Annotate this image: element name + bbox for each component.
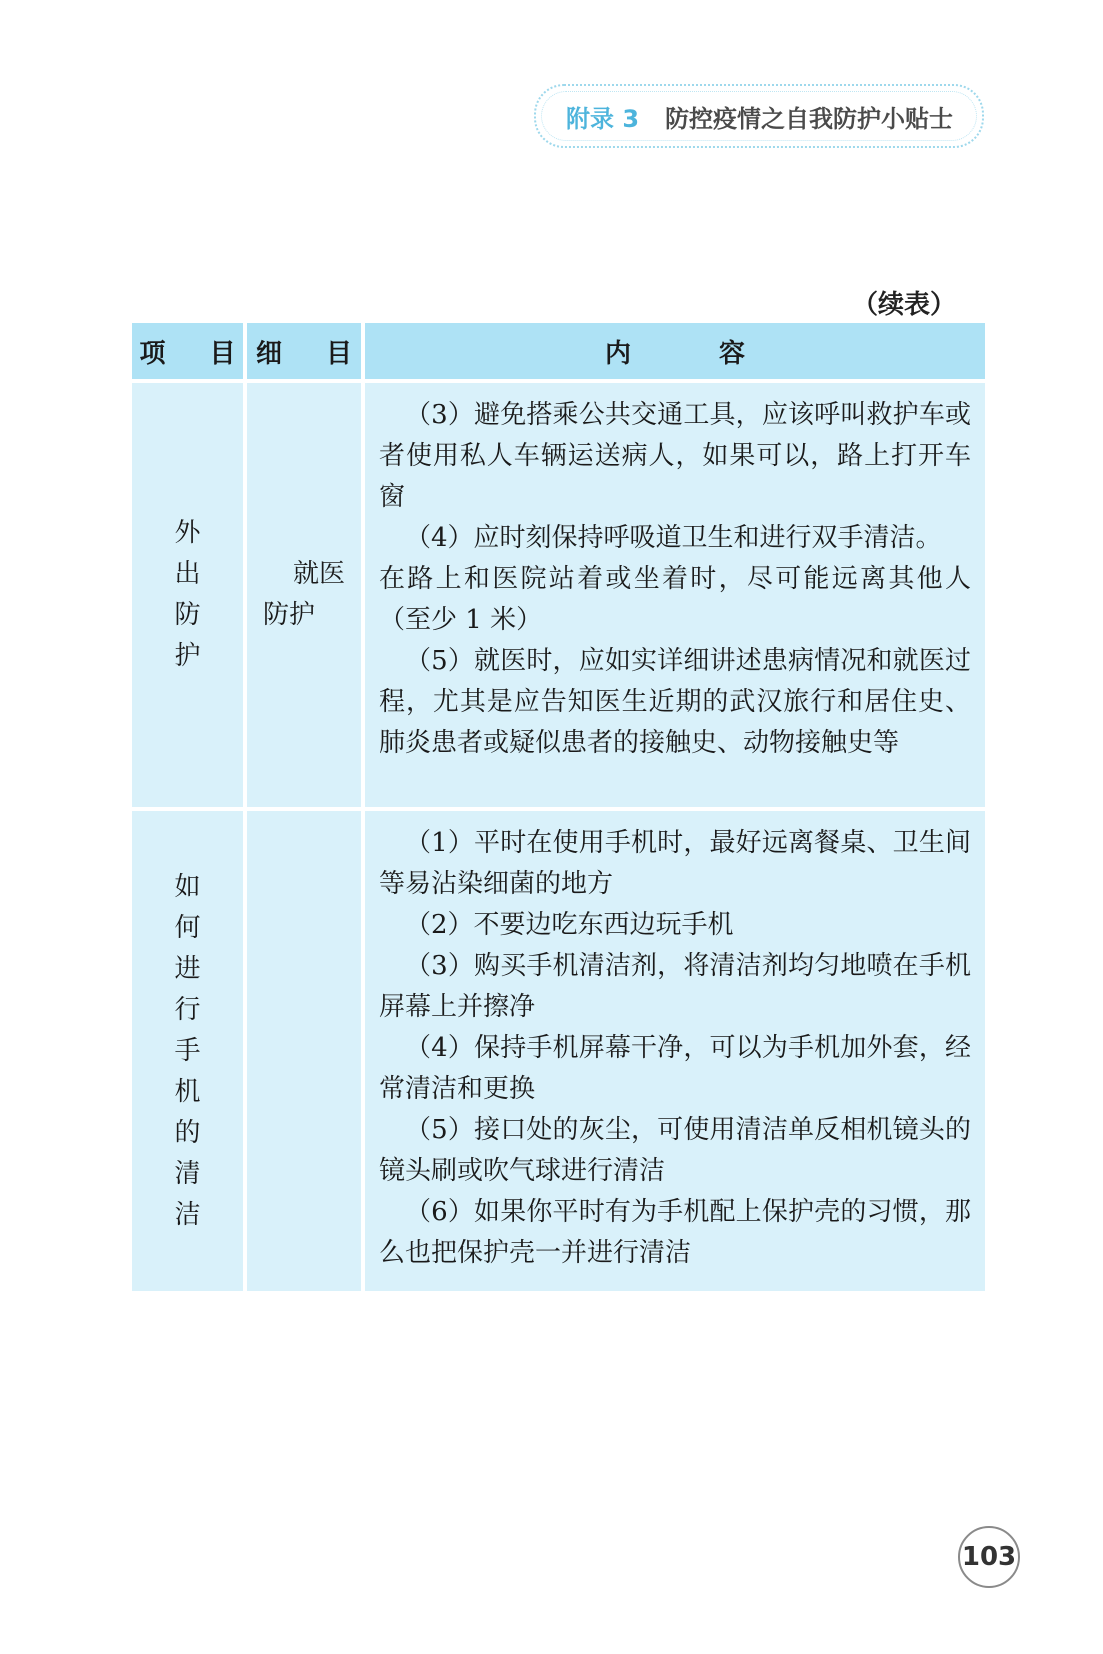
header-sub-item-char-2: 目 [326, 338, 353, 369]
page-number: 103 [958, 1526, 1020, 1588]
appendix-header-badge [534, 84, 984, 148]
sub-item-label [263, 554, 345, 636]
item-char: 的 [174, 1117, 201, 1148]
table-row [132, 811, 985, 1291]
content-paragraph: （2）不要边吃东西边玩手机 [405, 910, 734, 940]
header-item [132, 323, 247, 383]
content-cell [365, 811, 985, 1291]
item-char: 行 [174, 994, 201, 1025]
content-paragraph: （5）接口处的灰尘，可使用清洁单反相机镜头的镜头刷或吹气球进行清洁 [379, 1115, 971, 1186]
sub-item-line-1: 就医 [292, 559, 345, 589]
content-paragraph: （3）避免搭乘公共交通工具，应该呼叫救护车或者使用私人车辆运送病人，如果可以，路上打开车窗 [379, 400, 971, 512]
sub-item-cell [247, 383, 365, 811]
header-content [365, 323, 985, 383]
item-label-vertical [132, 383, 243, 807]
content-paragraph: （4）保持手机屏幕干净，可以为手机加外套，经常清洁和更换 [379, 1033, 971, 1104]
item-char: 清 [174, 1158, 201, 1189]
item-char: 防 [174, 600, 201, 630]
item-char: 进 [174, 953, 201, 984]
content-paragraph: （3）购买手机清洁剂，将清洁剂均匀地喷在手机屏幕上并擦净 [379, 951, 971, 1022]
content-paragraph: 在路上和医院站着或坐着时，尽可能远离其他人（至少 1 米） [379, 564, 971, 635]
content-paragraph: （6）如果你平时有为手机配上保护壳的习惯，那么也把保护壳一并进行清洁 [379, 1197, 971, 1268]
table-header-row [132, 323, 985, 383]
item-char: 洁 [174, 1199, 201, 1230]
header-item-char-2: 目 [209, 338, 236, 369]
content-paragraph: （1）平时在使用手机时，最好远离餐桌、卫生间等易沾染细菌的地方 [379, 828, 971, 899]
item-cell [132, 383, 247, 811]
item-char: 护 [174, 641, 201, 671]
appendix-number: 附录 3 [566, 105, 640, 133]
sub-item-cell-empty [247, 811, 365, 1291]
item-char: 如 [174, 871, 201, 902]
item-char: 何 [174, 912, 201, 943]
header-sub-item-char-1: 细 [255, 338, 282, 369]
header-item-char-1: 项 [139, 338, 166, 369]
item-char: 机 [174, 1076, 201, 1107]
continued-label: （续表） [852, 290, 957, 320]
tips-table [132, 323, 985, 1291]
content-paragraph: （4）应时刻保持呼吸道卫生和进行双手清洁。 [405, 523, 942, 553]
header-sub-item [247, 323, 365, 383]
item-cell [132, 811, 247, 1291]
header-content-char-2: 容 [719, 338, 746, 369]
item-char: 手 [174, 1035, 201, 1066]
item-label-vertical [132, 811, 243, 1291]
header-content-char-1: 内 [604, 338, 631, 369]
appendix-header [566, 99, 953, 134]
sub-item-line-2: 防护 [263, 600, 316, 630]
item-char: 出 [174, 559, 201, 589]
content-paragraph: （5）就医时，应如实详细讲述患病情况和就医过程，尤其是应告知医生近期的武汉旅行和居住史、肺炎患者或疑似患者的接触史、动物接触史等 [379, 646, 971, 758]
item-char: 外 [174, 518, 201, 548]
content-cell [365, 383, 985, 811]
appendix-title: 防控疫情之自我防护小贴士 [665, 105, 954, 133]
table-row [132, 383, 985, 811]
